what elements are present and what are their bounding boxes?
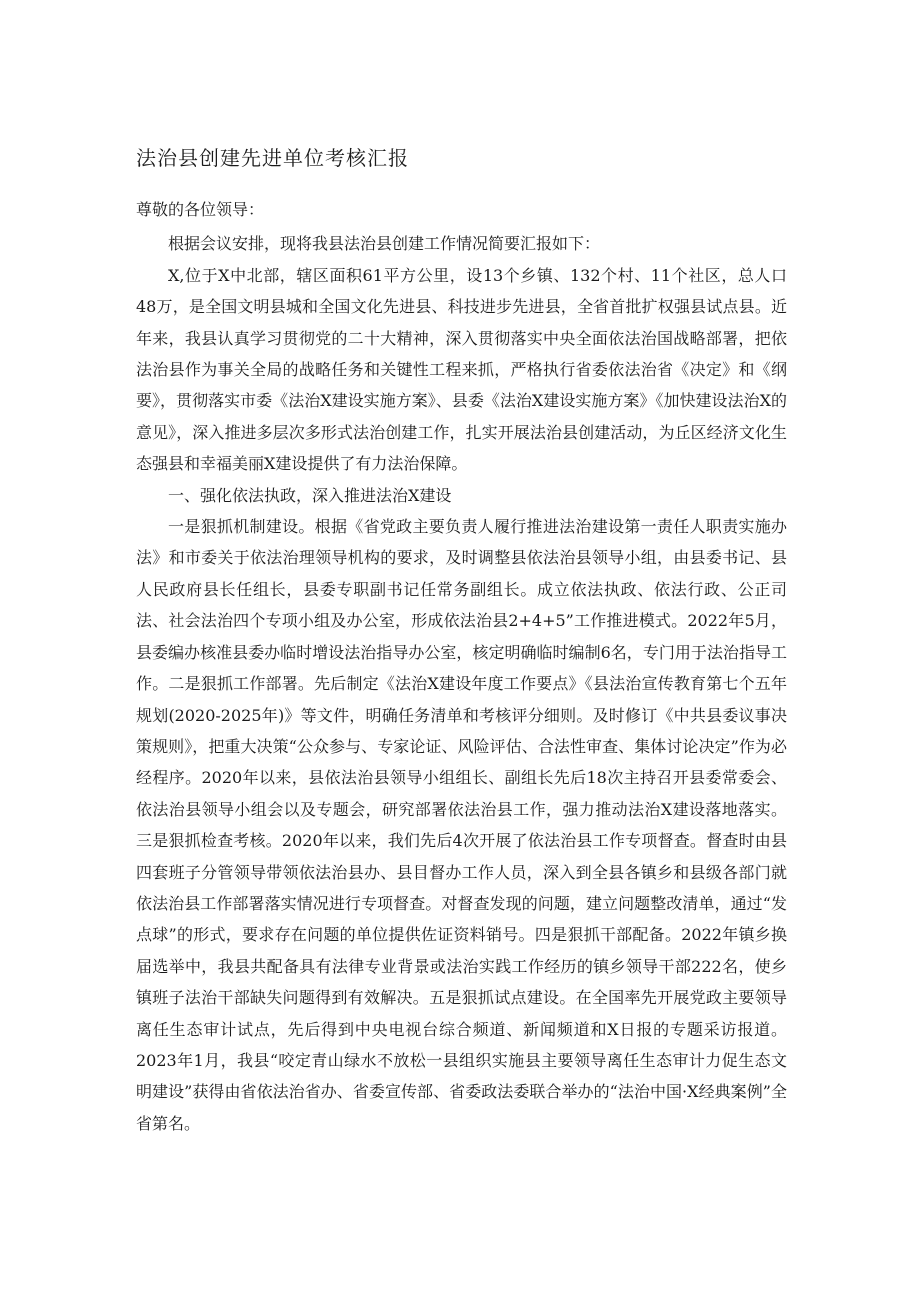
section-heading: 一、强化依法执政，深入推进法治X建设 [168, 485, 452, 505]
document-title: 法治县创建先进单位考核汇报 [136, 146, 409, 170]
salutation: 尊敬的各位领导： [136, 200, 265, 219]
intro-paragraph: 根据会议安排，现将我县法治县创建工作情况简要汇报如下： [168, 234, 601, 254]
section-body-paragraph: 一是狠抓机制建设。根据《省党政主要负责人履行推进法治建设第一责任人职责实施办法》和市委关于依法治理领导机构的要求，及时调整县依法治县领导小组，由县委书记、县人民政府县长任组长，县委专职副书记任常务副组长。成立依法执政、依法行政、公正司法、社会法治四个专项小组及办公室，形成依法治县2+4+5”工作推进模式。2022年5月，县委编办核准县委办临时增设法治指导办公室，核定明确临时编制6名，专门用于法治指导工作。二是狠抓工作部署。先后制定《法治X建设年度工作要点》《县法治宣传教育第七个五年规划(2020-2025年)》等文件，明确任务清单和考核评分细则。及时修订《中共县委议事决策规则》，把重大决策“公众参与、专家论证、风险评估、合法性审查、集体讨论决定”作为必经程序。2020年以来，县依法治县领导小组组长、副组长先后18次主持召开县委常委会、依法治县领导小组会以及专题会，研究部署依法治县工作，强力推动法治X建设落地落实。三是狠抓检查考核。2020年以来，我们先后4次开展了依法治县工作专项督查。督查时由县四套班子分管领导带领依法治县办、县目督办工作人员，深入到全县各镇乡和县级各部门就依法治县工作部署落实情况进行专项督查。对督查发现的问题，建立问题整改清单，通过“发点球”的形式，要求存在问题的单位提供佐证资料销号。四是狠抓干部配备。2022年镇乡换届选举中，我县共配备具有法律专业背景或法治实践工作经历的镇乡领导干部222名，使乡镇班子法治干部缺失问题得到有效解决。五是狠抓试点建设。在全国率先开展党政主要领导离任生态审计试点，先后得到中央电视台综合频道、新闻频道和X日报的专题采访报道。2023年1月，我县“咬定青山绿水不放松一县组织实施县主要领导离任生态审计力促生态文明建设”获得由省依法治省办、省委宣传部、省委政法委联合举办的“法治中国·X经典案例”全省第名。 [136, 517, 787, 1133]
document-body [136, 194, 787, 1139]
overview-paragraph: X,位于X中北部，辖区面积61平方公里，设13个乡镇、132个村、11个社区，总人口48万，是全国文明县城和全国文化先进县、科技进步先进县，全省首批扩权强县试点县。近年来，我县认真学习贯彻党的二十大精神，深入贯彻落实中央全面依法治国战略部署，把依法治县作为事关全局的战略任务和关键性工程来抓，严格执行省委依法治省《决定》和《纲要》，贯彻落实市委《法治X建设实施方案》、县委《法治X建设实施方案》《加快建设法治X的意见》，深入推进多层次多形式法治创建工作，扎实开展法治县创建活动，为丘区经济文化生态强县和幸福美丽X建设提供了有力法治保障。 [136, 265, 787, 474]
